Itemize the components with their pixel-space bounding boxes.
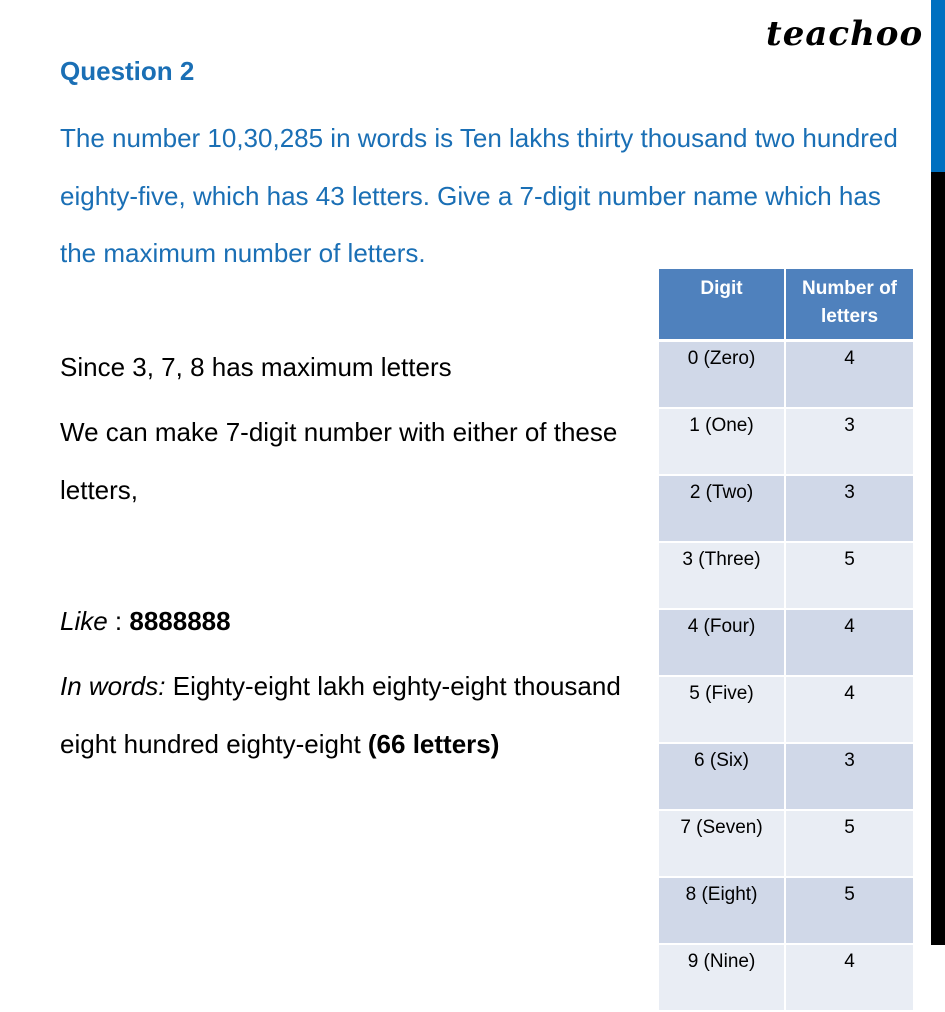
right-accent-bar-blue <box>931 0 945 172</box>
digit-cell: 7 (Seven) <box>659 810 785 877</box>
letters-cell: 3 <box>785 743 913 810</box>
question-title: Question 2 <box>60 56 195 86</box>
table-row <box>659 743 913 810</box>
digit-cell: 0 (Zero) <box>659 341 785 409</box>
table-row <box>659 609 913 676</box>
table-row <box>659 475 913 542</box>
letters-cell: 3 <box>785 475 913 542</box>
words-text: Eighty-eight lakh eighty-eight thousand eight hundred eighty-eight <box>60 671 621 759</box>
header-digit: Digit <box>659 269 785 341</box>
right-accent-bar-black <box>931 172 945 945</box>
letter-count: (66 letters) <box>367 729 500 759</box>
letters-cell: 3 <box>785 408 913 475</box>
like-label: Like <box>60 606 108 636</box>
digit-cell: 1 (One) <box>659 408 785 475</box>
letters-cell: 4 <box>785 676 913 743</box>
table-row <box>659 877 913 944</box>
solution-line-1: Since 3, 7, 8 has maximum letters <box>60 352 452 382</box>
question-text: The number 10,30,285 in words is Ten lakhs thirty thousand two hundred eighty-five, which has 43 letters. Give a 7-digit number name which has the maximum number of letters. <box>60 123 898 268</box>
letters-cell: 4 <box>785 341 913 409</box>
example-number <box>60 592 640 650</box>
digit-cell: 5 (Five) <box>659 676 785 743</box>
digit-cell: 8 (Eight) <box>659 877 785 944</box>
solution-line-2: We can make 7-digit number with either of these letters, <box>60 417 618 505</box>
table-row <box>659 341 913 409</box>
table-row <box>659 542 913 609</box>
digit-cell: 6 (Six) <box>659 743 785 810</box>
letters-cell: 5 <box>785 810 913 877</box>
digit-letters-table <box>659 269 913 1012</box>
number-in-words <box>60 657 640 773</box>
like-value: 8888888 <box>129 606 231 636</box>
letters-cell: 5 <box>785 542 913 609</box>
table-row <box>659 810 913 877</box>
table-header-row <box>659 269 913 341</box>
digit-cell: 4 (Four) <box>659 609 785 676</box>
digit-cell: 3 (Three) <box>659 542 785 609</box>
table-row <box>659 408 913 475</box>
letters-cell: 4 <box>785 609 913 676</box>
table-row <box>659 944 913 1011</box>
like-separator: : <box>107 606 130 636</box>
digit-cell: 2 (Two) <box>659 475 785 542</box>
words-label: In words: <box>60 671 166 701</box>
table-row <box>659 676 913 743</box>
digit-cell: 9 (Nine) <box>659 944 785 1011</box>
teachoo-logo: teachoo <box>766 14 924 54</box>
letters-cell: 4 <box>785 944 913 1011</box>
header-number-of-letters: Number of letters <box>785 269 913 341</box>
letters-cell: 5 <box>785 877 913 944</box>
